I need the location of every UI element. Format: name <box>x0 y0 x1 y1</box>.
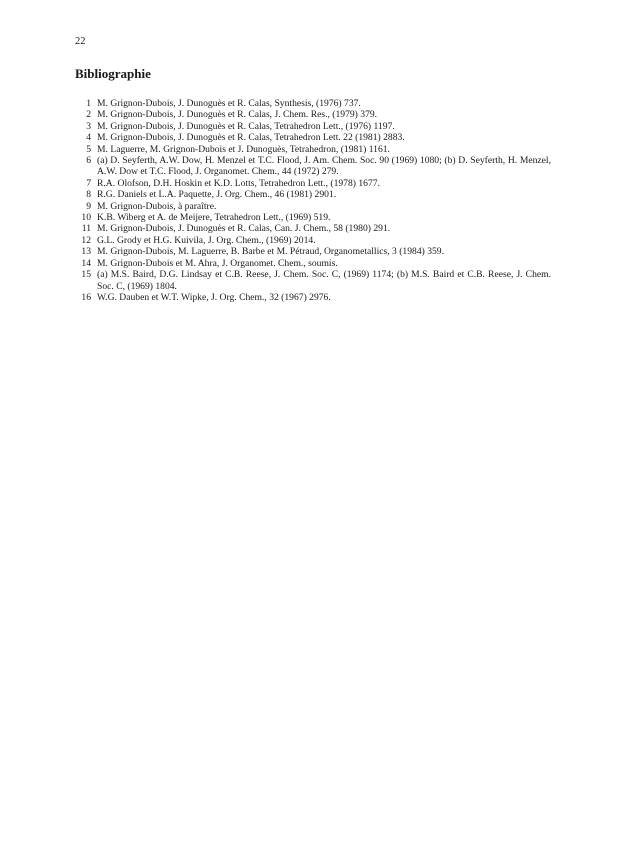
reference-number: 14 <box>81 257 91 269</box>
reference-number: 10 <box>81 212 91 224</box>
reference-item <box>75 98 551 109</box>
reference-item <box>75 212 551 223</box>
reference-item <box>75 178 551 189</box>
reference-number: 3 <box>86 120 91 132</box>
reference-number: 8 <box>86 189 91 201</box>
reference-number: 7 <box>86 177 91 189</box>
reference-number: 6 <box>86 155 91 167</box>
reference-text: (a) M.S. Baird, D.G. Lindsay et C.B. Reese, J. Chem. Soc. C, (1969) 1174; (b) M.S. Baird et C.B. Reese, J. Chem. Soc. C, (1969) 1804. <box>97 269 551 292</box>
reference-text: (a) D. Seyferth, A.W. Dow, H. Menzel et T.C. Flood, J. Am. Chem. Soc. 90 (1969) 1080; (b) D. Seyferth, H. Menzel, A.W. Dow et T.C. Flood, J. Organomet. Chem., 44 (1972) 279. <box>97 155 551 178</box>
reference-text: M. Grignon-Dubois, J. Dunoguès et R. Calas, Can. J. Chem., 58 (1980) 291. <box>97 223 391 235</box>
reference-number: 2 <box>86 109 91 121</box>
reference-number: 13 <box>81 246 91 258</box>
reference-item <box>75 121 551 132</box>
reference-text: G.L. Grody et H.G. Kuivila, J. Org. Chem., (1969) 2014. <box>97 234 316 246</box>
reference-text: M. Grignon-Dubois et M. Ahra, J. Organomet. Chem., soumis. <box>97 257 338 269</box>
reference-number: 16 <box>81 291 91 303</box>
reference-item <box>75 269 551 292</box>
reference-item <box>75 246 551 257</box>
reference-item <box>75 109 551 120</box>
reference-text: M. Grignon-Dubois, J. Dunoguès et R. Calas, Tetrahedron Lett., (1976) 1197. <box>97 120 395 132</box>
reference-text: M. Grignon-Dubois, J. Dunoguès et R. Calas, Tetrahedron Lett. 22 (1981) 2883. <box>97 132 405 144</box>
reference-number: 11 <box>81 223 91 235</box>
reference-number: 5 <box>86 143 91 155</box>
reference-number: 12 <box>81 234 91 246</box>
reference-item <box>75 223 551 234</box>
reference-item <box>75 144 551 155</box>
reference-text: R.A. Olofson, D.H. Hoskin et K.D. Lotts, Tetrahedron Lett., (1978) 1677. <box>97 177 380 189</box>
reference-number: 9 <box>86 200 91 212</box>
reference-text: R.G. Daniels et L.A. Paquette, J. Org. Chem., 46 (1981) 2901. <box>97 189 337 201</box>
reference-number: 15 <box>81 269 91 281</box>
reference-item <box>75 258 551 269</box>
reference-text: K.B. Wiberg et A. de Meijere, Tetrahedron Lett., (1969) 519. <box>97 212 331 224</box>
reference-list <box>75 98 551 303</box>
reference-text: M. Laguerre, M. Grignon-Dubois et J. Dunoguès, Tetrahedron, (1981) 1161. <box>97 143 390 155</box>
reference-item <box>75 132 551 143</box>
section-title: Bibliographie <box>75 66 151 81</box>
reference-text: M. Grignon-Dubois, J. Dunoguès et R. Calas, Synthesis, (1976) 737. <box>97 98 361 109</box>
reference-text: M. Grignon-Dubois, J. Dunoguès et R. Calas, J. Chem. Res., (1979) 379. <box>97 109 378 121</box>
reference-item <box>75 235 551 246</box>
reference-text: W.G. Dauben et W.T. Wipke, J. Org. Chem., 32 (1967) 2976. <box>97 291 331 303</box>
reference-text: M. Grignon-Dubois, à paraître. <box>97 200 217 212</box>
reference-item <box>75 189 551 200</box>
reference-number: 4 <box>86 132 91 144</box>
reference-item <box>75 292 551 303</box>
reference-item <box>75 155 551 178</box>
reference-item <box>75 201 551 212</box>
reference-text: M. Grignon-Dubois, M. Laguerre, B. Barbe et M. Pétraud, Organometallics, 3 (1984) 359. <box>97 246 444 258</box>
page-number: 22 <box>75 36 86 47</box>
reference-number: 1 <box>86 98 91 109</box>
